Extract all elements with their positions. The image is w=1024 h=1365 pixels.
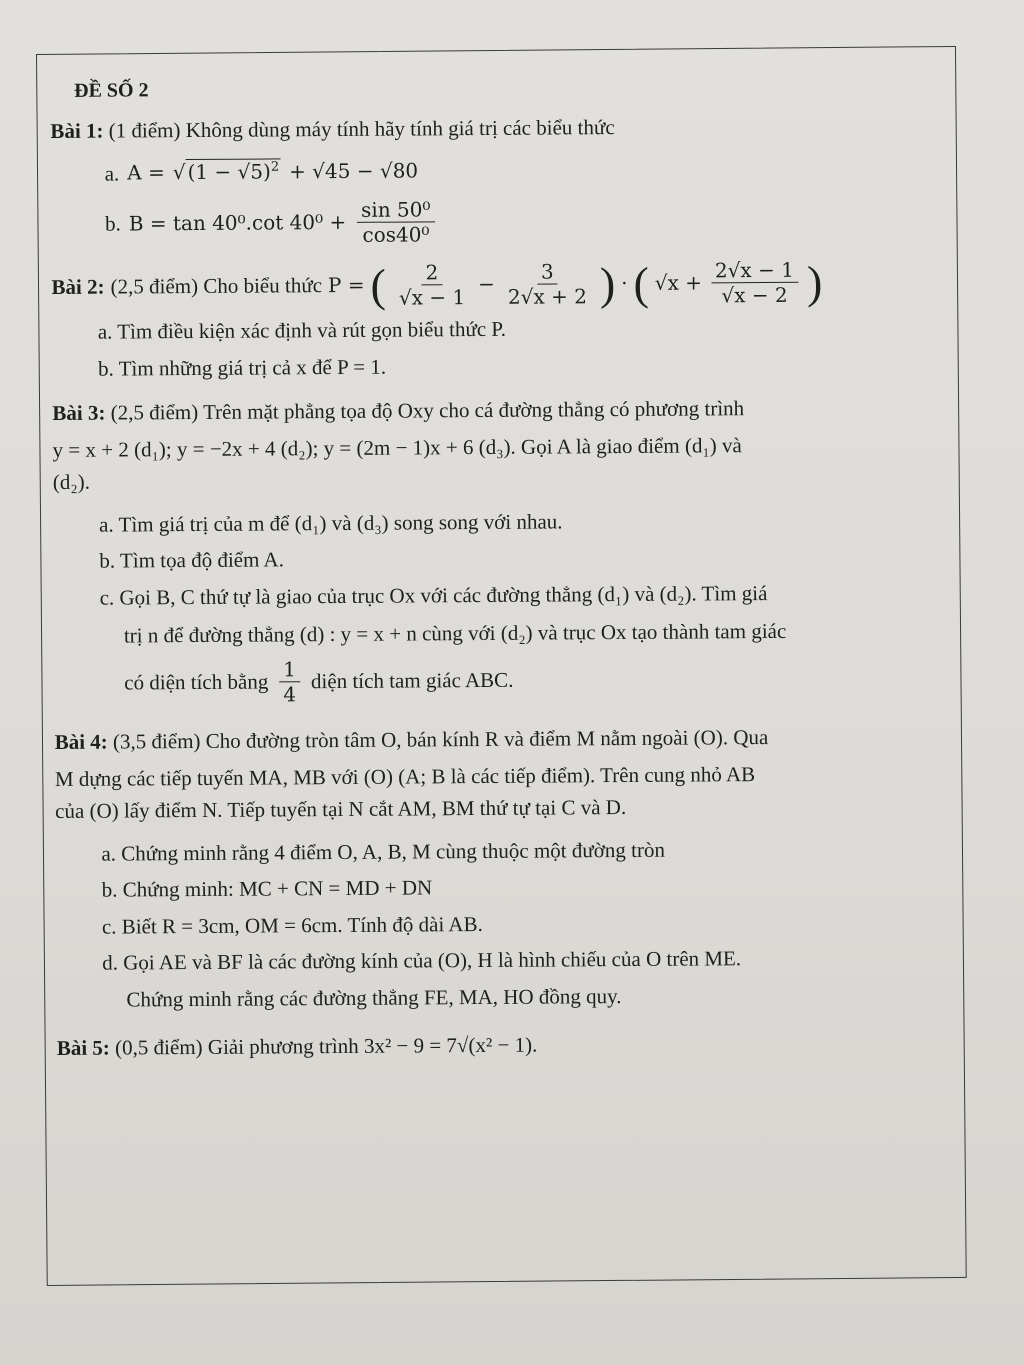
problem-3-line2: y = x + 2 (d₁); y = −2x + 4 (d₂); y = (2m − 1)x + 6 (d₃). Gọi A là giao điểm (d₁) và xyxy=(52,432,742,462)
problem-1 xyxy=(50,109,940,148)
problem-5 xyxy=(57,1026,947,1065)
problem-1-text: (1 điểm) Không dùng máy tính hãy tính giá trị các biểu thức xyxy=(108,115,615,143)
exam-heading: ĐỀ SỐ 2 xyxy=(74,79,149,102)
expr-a-inner: (1 − √5) xyxy=(187,159,271,185)
expr-p-frac1 xyxy=(395,260,470,310)
expr-b-lhs: B = tan 40⁰.cot 40⁰ + xyxy=(128,210,347,236)
paren-open: ( xyxy=(370,259,387,311)
problem-3b: b. Tìm tọa độ điểm A. xyxy=(99,547,284,574)
problem-3c-line2: trị n để đường thẳng (d) : y = x + n cùng với (d₂) và trục Ox tạo thành tam giác xyxy=(123,619,787,648)
problem-1a xyxy=(105,151,941,189)
frac3-num: 2√x − 1 xyxy=(711,258,798,284)
expr-b-num: sin 50⁰ xyxy=(357,197,435,223)
item-label: b. xyxy=(104,211,121,236)
problem-2-label: Bài 2: xyxy=(51,274,105,300)
sqrt-x: √x + xyxy=(654,270,703,295)
problem-4a: a. Chứng minh rằng 4 điểm O, A, B, M cùng thuộc một đường tròn xyxy=(101,837,665,866)
problem-2-text: (2,5 điểm) Cho biểu thức xyxy=(110,273,323,299)
problem-3c-line3 xyxy=(124,653,944,708)
problem-1-label: Bài 1: xyxy=(50,118,104,143)
problem-4-line2: M dựng các tiếp tuyến MA, MB với (O) (A; B là các tiếp điểm). Trên cung nhỏ AB xyxy=(54,761,756,791)
problem-4-label: Bài 4: xyxy=(54,729,108,754)
problem-3c-line1: c. Gọi B, C thứ tự là giao của trục Ox với các đường thẳng (d₁) và (d₂). Tìm giá xyxy=(99,580,768,610)
expr-b-den: cos40⁰ xyxy=(362,222,430,247)
problem-2 xyxy=(51,257,941,312)
frac1-den: √x − 1 xyxy=(398,285,466,310)
problem-4d-line2: Chứng minh rằng các đường thẳng FE, MA, HO đồng quy. xyxy=(126,983,622,1012)
problem-3-text: (2,5 điểm) Trên mặt phẳng tọa độ Oxy cho cá đường thẳng có phương trình xyxy=(110,396,745,425)
expr-p-lhs: P = xyxy=(327,272,365,298)
dot-sign: · xyxy=(621,271,628,296)
frac2-num: 3 xyxy=(537,260,558,285)
problem-5-label: Bài 5: xyxy=(56,1035,110,1061)
paren-close: ) xyxy=(599,257,616,309)
quarter-fraction xyxy=(279,657,300,706)
frac1-num: 2 xyxy=(421,260,442,285)
problem-4-line3: của (O) lấy điểm N. Tiếp tuyến tại N cắt AM, BM thứ tự tại C và D. xyxy=(55,795,627,824)
expr-a-rest: + √45 − √80 xyxy=(289,158,419,184)
problem-4-text: (3,5 điểm) Cho đường tròn tâm O, bán kính R và điểm M nằm ngoài (O). Qua xyxy=(112,725,769,754)
expr-a-lhs: A = xyxy=(127,160,165,185)
frac3-den: √x − 2 xyxy=(721,282,788,308)
problem-2b: b. Tìm những giá trị cả x để P = 1. xyxy=(97,354,387,381)
minus-sign: − xyxy=(478,271,495,297)
quarter-den: 4 xyxy=(283,682,297,707)
paren-open: ( xyxy=(633,257,650,309)
quarter-num: 1 xyxy=(279,657,300,682)
c3-text-a: có diện tích bằng xyxy=(124,669,269,695)
expr-p-frac2 xyxy=(504,259,591,309)
expr-p-frac3 xyxy=(711,258,798,308)
item-label: a. xyxy=(104,161,120,186)
problem-4d-line1: d. Gọi AE và BF là các đường kính của (O), H là hình chiếu của O trên ME. xyxy=(102,946,742,975)
problem-4 xyxy=(55,720,945,759)
paren-close: ) xyxy=(806,256,823,308)
frac2-den: 2√x + 2 xyxy=(507,284,588,309)
problem-4c: c. Biết R = 3cm, OM = 6cm. Tính độ dài AB. xyxy=(101,911,483,939)
problem-1b xyxy=(105,194,941,249)
problem-4b: b. Chứng minh: MC + CN = MD + DN xyxy=(101,875,433,902)
problem-3a: a. Tìm giá trị của m để (d₁) và (d₃) song song với nhau. xyxy=(99,509,563,537)
exam-content xyxy=(50,70,947,1069)
problem-5-text: (0,5 điểm) Giải phương trình 3x² − 9 = 7√(x² − 1). xyxy=(115,1033,538,1060)
expr-b-fraction xyxy=(357,197,435,247)
problem-3 xyxy=(52,391,942,430)
problem-2a: a. Tìm điều kiện xác định và rút gọn biểu thức P. xyxy=(97,316,507,344)
problem-3-line3: (d₂). xyxy=(52,470,90,495)
problem-3-label: Bài 3: xyxy=(52,400,106,426)
c3-text-b: diện tích tam giác ABC. xyxy=(310,668,514,694)
expr-a-root: $√(1 - √5)^2$ xyxy=(173,157,282,189)
